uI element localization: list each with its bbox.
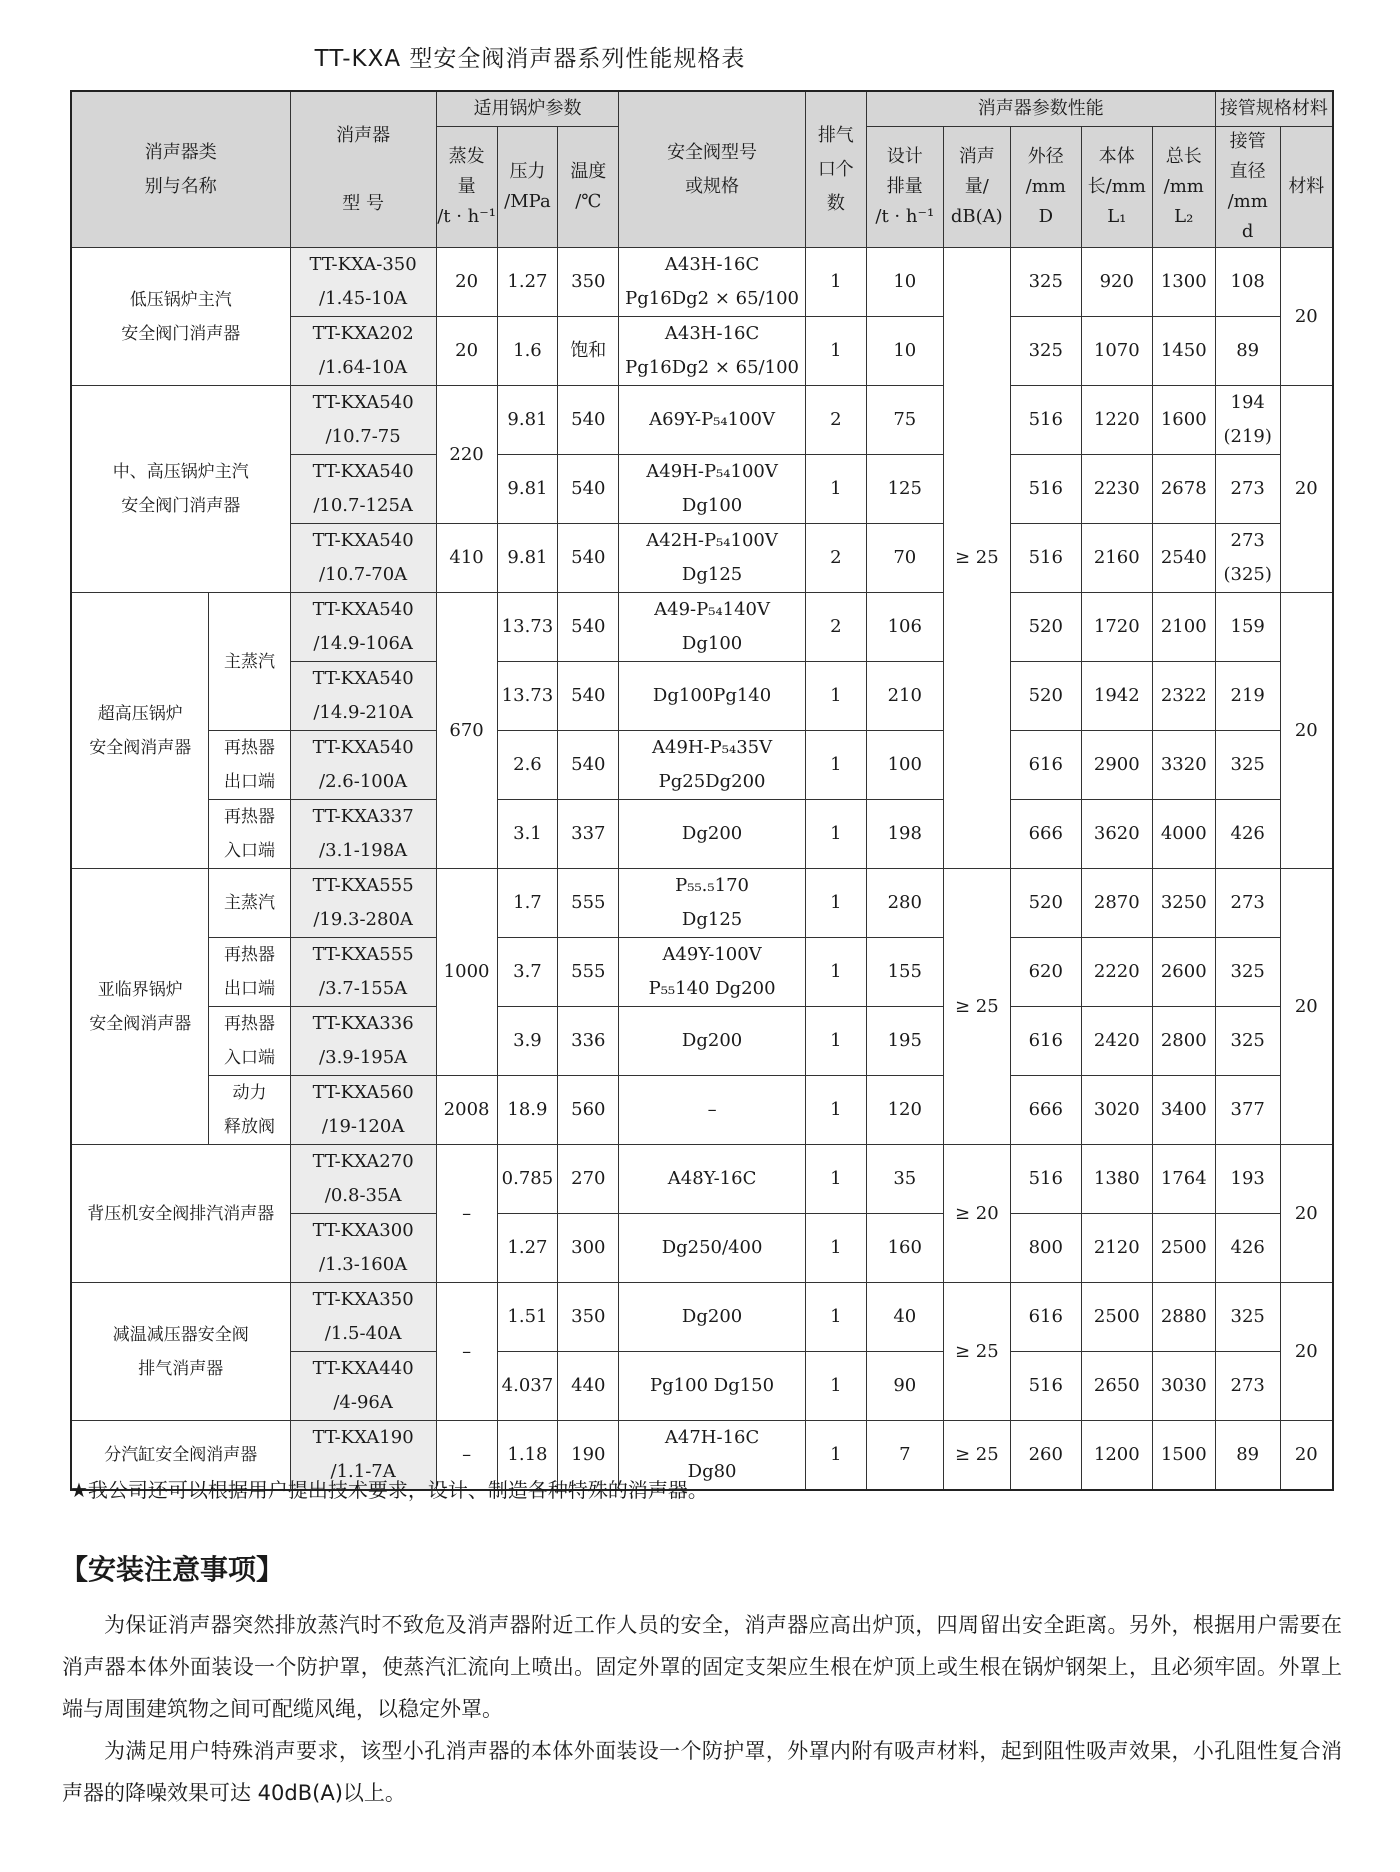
valve-cell: A69Y-P₅₄100V	[619, 386, 806, 455]
temp-cell: 555	[558, 869, 619, 938]
valve-cell: –	[619, 1076, 806, 1145]
pipe-d-cell: 273	[1215, 869, 1280, 938]
flow-cell: 35	[866, 1145, 943, 1214]
material-cell: 20	[1280, 248, 1333, 386]
pipe-d-cell: 159	[1215, 593, 1280, 662]
body-len-cell: 3020	[1081, 1076, 1152, 1145]
material-cell: 20	[1280, 386, 1333, 593]
outer-d-cell: 516	[1010, 1145, 1081, 1214]
total-len-cell: 1600	[1152, 386, 1215, 455]
temp-cell: 饱和	[558, 317, 619, 386]
header-temperature: 温度 /℃	[558, 127, 619, 248]
header-pipe-diameter: 接管 直径 /mm d	[1215, 127, 1280, 248]
valve-cell: Dg250/400	[619, 1214, 806, 1283]
valve-cell: Dg100Pg140	[619, 662, 806, 731]
total-len-cell: 2880	[1152, 1283, 1215, 1352]
model-cell: TT-KXA270 /0.8-35A	[290, 1145, 436, 1214]
model-cell: TT-KXA-350 /1.45-10A	[290, 248, 436, 317]
category-cell: 低压锅炉主汽 安全阀门消声器	[71, 248, 290, 386]
temp-cell: 555	[558, 938, 619, 1007]
model-cell: TT-KXA202 /1.64-10A	[290, 317, 436, 386]
total-len-cell: 1300	[1152, 248, 1215, 317]
category-cell: 亚临界锅炉 安全阀消声器	[71, 869, 209, 1145]
total-len-cell: 1500	[1152, 1421, 1215, 1491]
outer-d-cell: 520	[1010, 593, 1081, 662]
header-exhaust-count: 排气 口个 数	[805, 91, 866, 248]
header-model: 消声器 型 号	[290, 91, 436, 248]
body-len-cell: 1070	[1081, 317, 1152, 386]
material-cell: 20	[1280, 869, 1333, 1145]
header-valve: 安全阀型号 或规格	[619, 91, 806, 248]
temp-cell: 540	[558, 524, 619, 593]
total-len-cell: 3250	[1152, 869, 1215, 938]
temp-cell: 540	[558, 593, 619, 662]
evap-cell: –	[436, 1283, 497, 1421]
pipe-d-cell: 377	[1215, 1076, 1280, 1145]
pressure-cell: 1.7	[497, 869, 558, 938]
pipe-d-cell: 426	[1215, 1214, 1280, 1283]
pressure-cell: 1.27	[497, 1214, 558, 1283]
pressure-cell: 13.73	[497, 593, 558, 662]
flow-cell: 210	[866, 662, 943, 731]
header-category: 消声器类 别与名称	[71, 91, 290, 248]
count-cell: 2	[805, 593, 866, 662]
noise-cell: ≥ 25	[943, 248, 1010, 869]
body-len-cell: 2870	[1081, 869, 1152, 938]
valve-cell: Dg200	[619, 800, 806, 869]
model-cell: TT-KXA540 /2.6-100A	[290, 731, 436, 800]
table-row	[71, 800, 1333, 869]
category-cell: 分汽缸安全阀消声器	[71, 1421, 290, 1491]
total-len-cell: 2500	[1152, 1214, 1215, 1283]
total-len-cell: 2540	[1152, 524, 1215, 593]
page-title: TT-KXA 型安全阀消声器系列性能规格表	[314, 46, 746, 72]
body-len-cell: 1942	[1081, 662, 1152, 731]
count-cell: 1	[805, 1283, 866, 1352]
pressure-cell: 3.7	[497, 938, 558, 1007]
pressure-cell: 3.1	[497, 800, 558, 869]
count-cell: 1	[805, 455, 866, 524]
table-row	[71, 248, 1333, 317]
header-total-length: 总长 /mm L₂	[1152, 127, 1215, 248]
table-row	[71, 1076, 1333, 1145]
total-len-cell: 1450	[1152, 317, 1215, 386]
total-len-cell: 2322	[1152, 662, 1215, 731]
body-len-cell: 1200	[1081, 1421, 1152, 1491]
pressure-cell: 9.81	[497, 455, 558, 524]
temp-cell: 337	[558, 800, 619, 869]
header-pipe-spec: 接管规格材料	[1215, 91, 1333, 127]
body-len-cell: 1380	[1081, 1145, 1152, 1214]
category-cell: 超高压锅炉 安全阀消声器	[71, 593, 209, 869]
evap-cell: 20	[436, 248, 497, 317]
total-len-cell: 2100	[1152, 593, 1215, 662]
header-body-length: 本体 长/mm L₁	[1081, 127, 1152, 248]
subcategory-cell: 动力 释放阀	[209, 1076, 290, 1145]
flow-cell: 90	[866, 1352, 943, 1421]
header-boiler-params: 适用锅炉参数	[436, 91, 619, 127]
subcategory-cell: 再热器 入口端	[209, 800, 290, 869]
pipe-d-cell: 426	[1215, 800, 1280, 869]
material-cell: 20	[1280, 1283, 1333, 1421]
body-len-cell: 2650	[1081, 1352, 1152, 1421]
total-len-cell: 1764	[1152, 1145, 1215, 1214]
valve-cell: A43H-16C Pg16Dg2 × 65/100	[619, 248, 806, 317]
evap-cell: 410	[436, 524, 497, 593]
subcategory-cell: 再热器 出口端	[209, 938, 290, 1007]
spec-table	[70, 90, 1334, 1491]
count-cell: 1	[805, 1352, 866, 1421]
flow-cell: 195	[866, 1007, 943, 1076]
body-len-cell: 3620	[1081, 800, 1152, 869]
outer-d-cell: 520	[1010, 662, 1081, 731]
header-pressure: 压力 /MPa	[497, 127, 558, 248]
pressure-cell: 3.9	[497, 1007, 558, 1076]
subcategory-cell: 再热器 入口端	[209, 1007, 290, 1076]
flow-cell: 10	[866, 317, 943, 386]
valve-cell: A43H-16C Pg16Dg2 × 65/100	[619, 317, 806, 386]
header-outer-diameter: 外径 /mm D	[1010, 127, 1081, 248]
body-len-cell: 2900	[1081, 731, 1152, 800]
flow-cell: 70	[866, 524, 943, 593]
outer-d-cell: 325	[1010, 248, 1081, 317]
model-cell: TT-KXA440 /4-96A	[290, 1352, 436, 1421]
count-cell: 2	[805, 524, 866, 593]
model-cell: TT-KXA540 /10.7-70A	[290, 524, 436, 593]
valve-cell: A42H-P₅₄100V Dg125	[619, 524, 806, 593]
pressure-cell: 1.51	[497, 1283, 558, 1352]
temp-cell: 300	[558, 1214, 619, 1283]
valve-cell: Pg100 Dg150	[619, 1352, 806, 1421]
installation-notes	[62, 1604, 1342, 1814]
header-design-flow: 设计 排量 /t · h⁻¹	[866, 127, 943, 248]
outer-d-cell: 516	[1010, 386, 1081, 455]
material-cell: 20	[1280, 593, 1333, 869]
header-performance: 消声器参数性能	[866, 91, 1215, 127]
evap-cell: 2008	[436, 1076, 497, 1145]
header-material: 材料	[1280, 127, 1333, 248]
outer-d-cell: 620	[1010, 938, 1081, 1007]
evap-cell: 20	[436, 317, 497, 386]
temp-cell: 270	[558, 1145, 619, 1214]
material-cell: 20	[1280, 1421, 1333, 1491]
flow-cell: 280	[866, 869, 943, 938]
total-len-cell: 3030	[1152, 1352, 1215, 1421]
valve-cell: A49-P₅₄140V Dg100	[619, 593, 806, 662]
flow-cell: 120	[866, 1076, 943, 1145]
pipe-d-cell: 273	[1215, 1352, 1280, 1421]
subcategory-cell: 主蒸汽	[209, 869, 290, 938]
count-cell: 1	[805, 317, 866, 386]
flow-cell: 10	[866, 248, 943, 317]
count-cell: 1	[805, 1076, 866, 1145]
evap-cell: –	[436, 1421, 497, 1491]
body-len-cell: 2230	[1081, 455, 1152, 524]
temp-cell: 560	[558, 1076, 619, 1145]
model-cell: TT-KXA300 /1.3-160A	[290, 1214, 436, 1283]
outer-d-cell: 800	[1010, 1214, 1081, 1283]
notes-paragraph: 为保证消声器突然排放蒸汽时不致危及消声器附近工作人员的安全，消声器应高出炉顶，四周留出安全距离。另外，根据用户需要在消声器本体外面装设一个防护罩，使蒸汽汇流向上喷出。固定外罩的固定支架应生根在炉顶上或生根在锅炉钢架上，且必须牢固。外罩上端与周围建筑物之间可配缆风绳，以稳定外罩。	[62, 1613, 1342, 1721]
pressure-cell: 1.6	[497, 317, 558, 386]
temp-cell: 540	[558, 386, 619, 455]
table-row	[71, 1283, 1333, 1352]
pressure-cell: 18.9	[497, 1076, 558, 1145]
valve-cell: A49H-P₅₄35V Pg25Dg200	[619, 731, 806, 800]
outer-d-cell: 616	[1010, 1283, 1081, 1352]
body-len-cell: 2160	[1081, 524, 1152, 593]
count-cell: 1	[805, 1007, 866, 1076]
outer-d-cell: 616	[1010, 1007, 1081, 1076]
header-noise: 消声 量/ dB(A)	[943, 127, 1010, 248]
pipe-d-cell: 325	[1215, 1007, 1280, 1076]
valve-cell: A49H-P₅₄100V Dg100	[619, 455, 806, 524]
total-len-cell: 2600	[1152, 938, 1215, 1007]
table-row	[71, 593, 1333, 662]
subcategory-cell: 主蒸汽	[209, 593, 290, 731]
outer-d-cell: 325	[1010, 317, 1081, 386]
valve-cell: Dg200	[619, 1007, 806, 1076]
material-cell: 20	[1280, 1145, 1333, 1283]
total-len-cell: 3320	[1152, 731, 1215, 800]
pressure-cell: 2.6	[497, 731, 558, 800]
count-cell: 1	[805, 800, 866, 869]
pressure-cell: 4.037	[497, 1352, 558, 1421]
table-row	[71, 938, 1333, 1007]
temp-cell: 336	[558, 1007, 619, 1076]
flow-cell: 125	[866, 455, 943, 524]
model-cell: TT-KXA560 /19-120A	[290, 1076, 436, 1145]
temp-cell: 540	[558, 455, 619, 524]
footnote: ★我公司还可以根据用户提出技术要求，设计、制造各种特殊的消声器。	[70, 1478, 708, 1502]
body-len-cell: 2120	[1081, 1214, 1152, 1283]
category-cell: 中、高压锅炉主汽 安全阀门消声器	[71, 386, 290, 593]
header-evaporation: 蒸发 量 /t · h⁻¹	[436, 127, 497, 248]
pipe-d-cell: 325	[1215, 938, 1280, 1007]
evap-cell: 1000	[436, 869, 497, 1076]
pipe-d-cell: 194 (219)	[1215, 386, 1280, 455]
noise-cell: ≥ 25	[943, 869, 1010, 1145]
outer-d-cell: 666	[1010, 800, 1081, 869]
temp-cell: 440	[558, 1352, 619, 1421]
count-cell: 1	[805, 1421, 866, 1491]
body-len-cell: 1220	[1081, 386, 1152, 455]
model-cell: TT-KXA350 /1.5-40A	[290, 1283, 436, 1352]
pipe-d-cell: 108	[1215, 248, 1280, 317]
table-row	[71, 386, 1333, 455]
body-len-cell: 1720	[1081, 593, 1152, 662]
body-len-cell: 920	[1081, 248, 1152, 317]
count-cell: 1	[805, 1145, 866, 1214]
pipe-d-cell: 193	[1215, 1145, 1280, 1214]
pressure-cell: 9.81	[497, 524, 558, 593]
valve-cell: Dg200	[619, 1283, 806, 1352]
flow-cell: 106	[866, 593, 943, 662]
model-cell: TT-KXA540 /14.9-210A	[290, 662, 436, 731]
outer-d-cell: 516	[1010, 524, 1081, 593]
total-len-cell: 4000	[1152, 800, 1215, 869]
temp-cell: 350	[558, 1283, 619, 1352]
outer-d-cell: 616	[1010, 731, 1081, 800]
total-len-cell: 2800	[1152, 1007, 1215, 1076]
noise-cell: ≥ 20	[943, 1145, 1010, 1283]
count-cell: 1	[805, 869, 866, 938]
pipe-d-cell: 325	[1215, 731, 1280, 800]
valve-cell: P₅₅.₅170 Dg125	[619, 869, 806, 938]
valve-cell: A47H-16C Dg80	[619, 1421, 806, 1491]
model-cell: TT-KXA540 /14.9-106A	[290, 593, 436, 662]
table-row	[71, 1007, 1333, 1076]
pipe-d-cell: 273 (325)	[1215, 524, 1280, 593]
valve-cell: A48Y-16C	[619, 1145, 806, 1214]
outer-d-cell: 260	[1010, 1421, 1081, 1491]
category-cell: 减温减压器安全阀 排气消声器	[71, 1283, 290, 1421]
count-cell: 1	[805, 1214, 866, 1283]
noise-cell: ≥ 25	[943, 1283, 1010, 1421]
notes-paragraph: 为满足用户特殊消声要求，该型小孔消声器的本体外面装设一个防护罩，外罩内附有吸声材料，起到阻性吸声效果，小孔阻性复合消声器的降噪效果可达 40dB(A)以上。	[62, 1739, 1342, 1805]
count-cell: 2	[805, 386, 866, 455]
pressure-cell: 13.73	[497, 662, 558, 731]
model-cell: TT-KXA337 /3.1-198A	[290, 800, 436, 869]
table-row	[71, 731, 1333, 800]
noise-cell: ≥ 25	[943, 1421, 1010, 1491]
outer-d-cell: 666	[1010, 1076, 1081, 1145]
evap-cell: 220	[436, 386, 497, 524]
temp-cell: 350	[558, 248, 619, 317]
evap-cell: –	[436, 1145, 497, 1283]
category-cell: 背压机安全阀排汽消声器	[71, 1145, 290, 1283]
total-len-cell: 3400	[1152, 1076, 1215, 1145]
temp-cell: 540	[558, 731, 619, 800]
valve-cell: A49Y-100V P₅₅140 Dg200	[619, 938, 806, 1007]
outer-d-cell: 520	[1010, 869, 1081, 938]
subcategory-cell: 再热器 出口端	[209, 731, 290, 800]
flow-cell: 155	[866, 938, 943, 1007]
model-cell: TT-KXA555 /19.3-280A	[290, 869, 436, 938]
pipe-d-cell: 273	[1215, 455, 1280, 524]
flow-cell: 100	[866, 731, 943, 800]
pipe-d-cell: 325	[1215, 1283, 1280, 1352]
pressure-cell: 1.18	[497, 1421, 558, 1491]
flow-cell: 198	[866, 800, 943, 869]
table-row	[71, 1145, 1333, 1214]
temp-cell: 540	[558, 662, 619, 731]
count-cell: 1	[805, 662, 866, 731]
body-len-cell: 2220	[1081, 938, 1152, 1007]
outer-d-cell: 516	[1010, 455, 1081, 524]
pressure-cell: 1.27	[497, 248, 558, 317]
model-cell: TT-KXA336 /3.9-195A	[290, 1007, 436, 1076]
body-len-cell: 2420	[1081, 1007, 1152, 1076]
pipe-d-cell: 89	[1215, 317, 1280, 386]
pressure-cell: 0.785	[497, 1145, 558, 1214]
pressure-cell: 9.81	[497, 386, 558, 455]
count-cell: 1	[805, 938, 866, 1007]
model-cell: TT-KXA555 /3.7-155A	[290, 938, 436, 1007]
model-cell: TT-KXA540 /10.7-75	[290, 386, 436, 455]
pipe-d-cell: 89	[1215, 1421, 1280, 1491]
flow-cell: 40	[866, 1283, 943, 1352]
table-row	[71, 869, 1333, 938]
flow-cell: 75	[866, 386, 943, 455]
section-title: 【安装注意事项】	[60, 1553, 285, 1586]
count-cell: 1	[805, 731, 866, 800]
flow-cell: 160	[866, 1214, 943, 1283]
temp-cell: 190	[558, 1421, 619, 1491]
body-len-cell: 2500	[1081, 1283, 1152, 1352]
count-cell: 1	[805, 248, 866, 317]
model-cell: TT-KXA190 /1.1-7A	[290, 1421, 436, 1491]
evap-cell: 670	[436, 593, 497, 869]
total-len-cell: 2678	[1152, 455, 1215, 524]
pipe-d-cell: 219	[1215, 662, 1280, 731]
flow-cell: 7	[866, 1421, 943, 1491]
model-cell: TT-KXA540 /10.7-125A	[290, 455, 436, 524]
outer-d-cell: 516	[1010, 1352, 1081, 1421]
